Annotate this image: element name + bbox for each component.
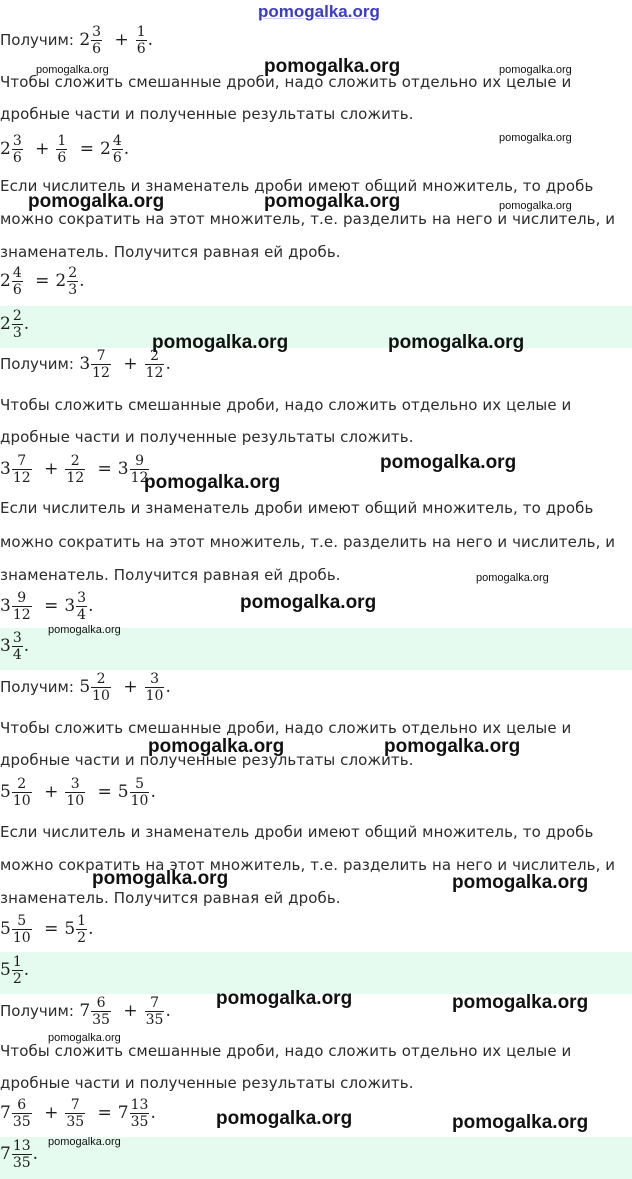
- plus-sign: +: [44, 1103, 59, 1123]
- rule-reduce-line-3: знаменатель. Получится равная ей дробь.: [0, 889, 341, 907]
- answer-value: 7 $\frac{13}{35}$ .: [0, 1138, 39, 1171]
- denominator: 6: [57, 150, 67, 166]
- whole-part: 3: [0, 596, 11, 616]
- fraction: [91, 24, 102, 57]
- fraction: [65, 1097, 85, 1130]
- denominator: 10: [92, 688, 110, 704]
- denominator: 35: [12, 1155, 31, 1171]
- get-label: Получим:: [0, 678, 74, 696]
- sum-equation: 5 $\frac{2}{10}$ + $\frac{3}{10}$ = 5 $\frac{5}{10}$ .: [0, 776, 156, 809]
- fraction: [112, 133, 123, 166]
- get-expression: Получим: 2 $\frac{3}{6}$ + $\frac{1}{6}$ .: [0, 24, 154, 57]
- get-label: Получим:: [0, 355, 74, 373]
- numerator: 4: [112, 133, 122, 149]
- whole-part: 2: [79, 30, 91, 50]
- watermark: pomogalka.org: [148, 736, 285, 757]
- whole-part: 2: [99, 139, 111, 159]
- equals-sign: =: [97, 782, 112, 802]
- plus-sign: +: [44, 459, 59, 479]
- equals-sign: =: [97, 459, 112, 479]
- fraction: [12, 590, 32, 623]
- fraction: [12, 308, 23, 341]
- fraction: [12, 1097, 32, 1130]
- numerator: 1: [57, 133, 67, 149]
- numerator: 2: [65, 453, 85, 470]
- numerator: 3: [145, 671, 165, 688]
- fraction: [136, 24, 147, 57]
- equals-sign: =: [97, 1103, 112, 1123]
- fraction: [145, 671, 165, 704]
- denominator: 35: [145, 1012, 164, 1028]
- whole-part: 3: [79, 354, 91, 374]
- denominator: 3: [68, 282, 78, 298]
- fraction: [12, 1138, 32, 1171]
- watermark: pomogalka.org: [499, 64, 572, 76]
- denominator: 10: [12, 930, 31, 946]
- watermark: pomogalka.org: [499, 200, 572, 212]
- rule-reduce-line-3: знаменатель. Получится равная ей дробь.: [0, 566, 341, 584]
- reduce-equation: 5 $\frac{5}{10}$ = 5 $\frac{1}{2}$ .: [0, 913, 94, 946]
- watermark: pomogalka.org: [28, 191, 165, 212]
- whole-part: 7: [0, 1144, 11, 1164]
- numerator: 1: [136, 24, 146, 40]
- fraction: [76, 913, 87, 946]
- equals-sign: =: [79, 139, 94, 159]
- whole-part: 7: [0, 1103, 11, 1123]
- numerator: 2: [91, 671, 111, 688]
- denominator: 35: [12, 1114, 31, 1130]
- watermark: pomogalka.org: [384, 736, 521, 757]
- watermark: pomogalka.org: [388, 332, 525, 353]
- fraction: [67, 265, 78, 298]
- denominator: 10: [12, 793, 31, 809]
- get-expression: Получим: 3 $\frac{7}{12}$ + $\frac{2}{12}$ .: [0, 348, 171, 381]
- rule-add-line-1: Чтобы сложить смешанные дроби, надо сложить отдельно их целые и: [0, 1042, 572, 1060]
- plus-sign: +: [35, 139, 50, 159]
- fraction: [91, 348, 111, 381]
- plus-sign: +: [123, 1001, 138, 1021]
- whole-part: 3: [0, 459, 11, 479]
- watermark: pomogalka.org: [499, 132, 572, 144]
- watermark: pomogalka.org: [48, 624, 121, 636]
- denominator: 12: [12, 607, 31, 623]
- fraction: [65, 453, 85, 486]
- watermark: pomogalka.org: [92, 868, 229, 889]
- get-expression: Получим: 5 $\frac{2}{10}$ + $\frac{3}{10}$ .: [0, 671, 171, 704]
- whole-part: 5: [0, 782, 11, 802]
- watermark: pomogalka.org: [264, 56, 401, 77]
- sum-equation: 7 $\frac{6}{35}$ + $\frac{7}{35}$ = 7 $\frac{13}{35}$ .: [0, 1097, 156, 1130]
- numerator: 1: [77, 913, 87, 929]
- numerator: 2: [12, 776, 32, 793]
- watermark: pomogalka.org: [36, 64, 109, 76]
- watermark: pomogalka.org: [380, 452, 517, 473]
- rule-reduce-line-2: можно сократить на этот множитель, т.е. разделить на него и числитель, и: [0, 533, 616, 551]
- watermark: pomogalka.org: [216, 1108, 353, 1129]
- watermark: pomogalka.org: [216, 988, 353, 1009]
- numerator: 7: [91, 348, 111, 365]
- denominator: 2: [77, 930, 87, 946]
- watermark: pomogalka.org: [144, 472, 281, 493]
- rule-reduce-line-3: знаменатель. Получится равная ей дробь.: [0, 243, 341, 261]
- rule-add-line-1: Чтобы сложить смешанные дроби, надо сложить отдельно их целые и: [0, 719, 572, 737]
- fraction: [12, 630, 23, 663]
- rule-reduce-line-1: Если числитель и знаменатель дроби имеют общий множитель, то дробь: [0, 177, 594, 195]
- denominator: 6: [112, 150, 122, 166]
- denominator: 10: [66, 793, 85, 809]
- watermark: pomogalka.org: [452, 872, 589, 893]
- denominator: 4: [12, 647, 22, 663]
- fraction: [12, 265, 23, 298]
- denominator: 6: [12, 150, 22, 166]
- fraction: [130, 1097, 150, 1130]
- numerator: 9: [130, 453, 150, 470]
- whole-part: 2: [55, 271, 67, 291]
- watermark: pomogalka.org: [48, 1136, 121, 1148]
- watermark: pomogalka.org: [240, 592, 377, 613]
- denominator: 6: [12, 282, 22, 298]
- get-expression: Получим: 7 $\frac{6}{35}$ + $\frac{7}{35}$ .: [0, 995, 171, 1028]
- fraction: [145, 995, 165, 1028]
- reduce-equation: 2 $\frac{4}{6}$ = 2 $\frac{2}{3}$ .: [0, 265, 85, 298]
- whole-part: 5: [0, 919, 11, 939]
- numerator: 13: [12, 1138, 31, 1154]
- denominator: 35: [66, 1114, 85, 1130]
- numerator: 3: [65, 776, 85, 793]
- watermark: pomogalka.org: [152, 332, 289, 353]
- equals-sign: =: [44, 596, 59, 616]
- get-label: Получим:: [0, 1002, 74, 1020]
- sum-equation: 2 $\frac{3}{6}$ + $\frac{1}{6}$ = 2 $\frac{4}{6}$ .: [0, 133, 130, 166]
- numerator: 3: [12, 133, 22, 149]
- numerator: 2: [145, 348, 165, 365]
- denominator: 12: [66, 470, 85, 486]
- whole-part: 2: [0, 314, 11, 334]
- fraction: [76, 590, 87, 623]
- numerator: 1: [12, 954, 22, 970]
- numerator: 5: [130, 776, 150, 793]
- whole-part: 3: [64, 596, 76, 616]
- whole-part: 2: [0, 139, 11, 159]
- numerator: 9: [12, 590, 32, 607]
- numerator: 3: [12, 630, 22, 646]
- denominator: 10: [145, 688, 164, 704]
- numerator: 2: [68, 265, 78, 281]
- answer-value: 2 $\frac{2}{3}$ .: [0, 308, 30, 341]
- rule-reduce-line-2: можно сократить на этот множитель, т.е. разделить на него и числитель, и: [0, 856, 616, 874]
- get-label: Получим:: [0, 31, 74, 49]
- rule-add-line-2: дробные части и полученные результаты сложить.: [0, 105, 414, 123]
- rule-add-line-1: Чтобы сложить смешанные дроби, надо сложить отдельно их целые и: [0, 73, 572, 91]
- site-header-link[interactable]: pomogalka.org: [258, 2, 380, 21]
- numerator: 3: [92, 24, 102, 40]
- numerator: 7: [65, 1097, 85, 1114]
- fraction: [91, 995, 111, 1028]
- plus-sign: +: [123, 677, 138, 697]
- watermark: pomogalka.org: [264, 191, 401, 212]
- watermark: pomogalka.org: [476, 572, 549, 584]
- whole-part: 5: [64, 919, 76, 939]
- fraction: [12, 776, 32, 809]
- denominator: 6: [136, 41, 146, 57]
- rule-add-line-2: дробные части и полученные результаты сложить.: [0, 1074, 414, 1092]
- denominator: 6: [92, 41, 102, 57]
- numerator: 7: [145, 995, 165, 1012]
- whole-part: 7: [79, 1001, 91, 1021]
- rule-add-line-2: дробные части и полученные результаты сложить.: [0, 751, 414, 769]
- fraction: [56, 133, 67, 166]
- numerator: 13: [130, 1097, 149, 1113]
- answer-value: 3 $\frac{3}{4}$ .: [0, 630, 30, 663]
- rule-reduce-line-1: Если числитель и знаменатель дроби имеют общий множитель, то дробь: [0, 823, 594, 841]
- denominator: 2: [12, 971, 22, 987]
- watermark: pomogalka.org: [452, 992, 589, 1013]
- rule-reduce-line-2: можно сократить на этот множитель, т.е. разделить на него и числитель, и: [0, 210, 616, 228]
- fraction: [130, 776, 150, 809]
- numerator: 5: [12, 913, 32, 930]
- answer-box: [0, 306, 632, 348]
- watermark: pomogalka.org: [48, 1032, 121, 1044]
- plus-sign: +: [44, 782, 59, 802]
- equals-sign: =: [44, 919, 59, 939]
- watermark: pomogalka.org: [452, 1112, 589, 1133]
- fraction: [12, 913, 32, 946]
- fraction: [12, 133, 23, 166]
- denominator: 12: [145, 365, 164, 381]
- rule-add-line-2: дробные части и полученные результаты сложить.: [0, 428, 414, 446]
- rule-add-line-1: Чтобы сложить смешанные дроби, надо сложить отдельно их целые и: [0, 396, 572, 414]
- denominator: 35: [92, 1012, 110, 1028]
- numerator: 2: [12, 308, 22, 324]
- denominator: 3: [12, 325, 22, 341]
- answer-value: 5 $\frac{1}{2}$ .: [0, 954, 30, 987]
- numerator: 6: [12, 1097, 32, 1114]
- whole-part: 3: [0, 636, 11, 656]
- reduce-equation: 3 $\frac{9}{12}$ = 3 $\frac{3}{4}$ .: [0, 590, 94, 623]
- whole-part: 5: [117, 782, 129, 802]
- numerator: 7: [12, 453, 32, 470]
- numerator: 3: [77, 590, 87, 606]
- denominator: 12: [130, 470, 149, 486]
- whole-part: 2: [0, 271, 11, 291]
- whole-part: 3: [117, 459, 129, 479]
- denominator: 4: [77, 607, 87, 623]
- denominator: 35: [130, 1114, 149, 1130]
- denominator: 12: [12, 470, 31, 486]
- fraction: [91, 671, 111, 704]
- whole-part: 5: [79, 677, 91, 697]
- whole-part: 7: [117, 1103, 129, 1123]
- plus-sign: +: [123, 354, 138, 374]
- denominator: 10: [130, 793, 149, 809]
- denominator: 12: [92, 365, 110, 381]
- fraction: [65, 776, 85, 809]
- plus-sign: +: [114, 30, 129, 50]
- rule-reduce-line-1: Если числитель и знаменатель дроби имеют общий множитель, то дробь: [0, 499, 594, 517]
- numerator: 6: [91, 995, 111, 1012]
- whole-part: 5: [0, 960, 11, 980]
- fraction: [12, 954, 23, 987]
- numerator: 4: [12, 265, 22, 281]
- equals-sign: =: [35, 271, 50, 291]
- sum-equation: [0, 453, 150, 486]
- fraction: [12, 453, 32, 486]
